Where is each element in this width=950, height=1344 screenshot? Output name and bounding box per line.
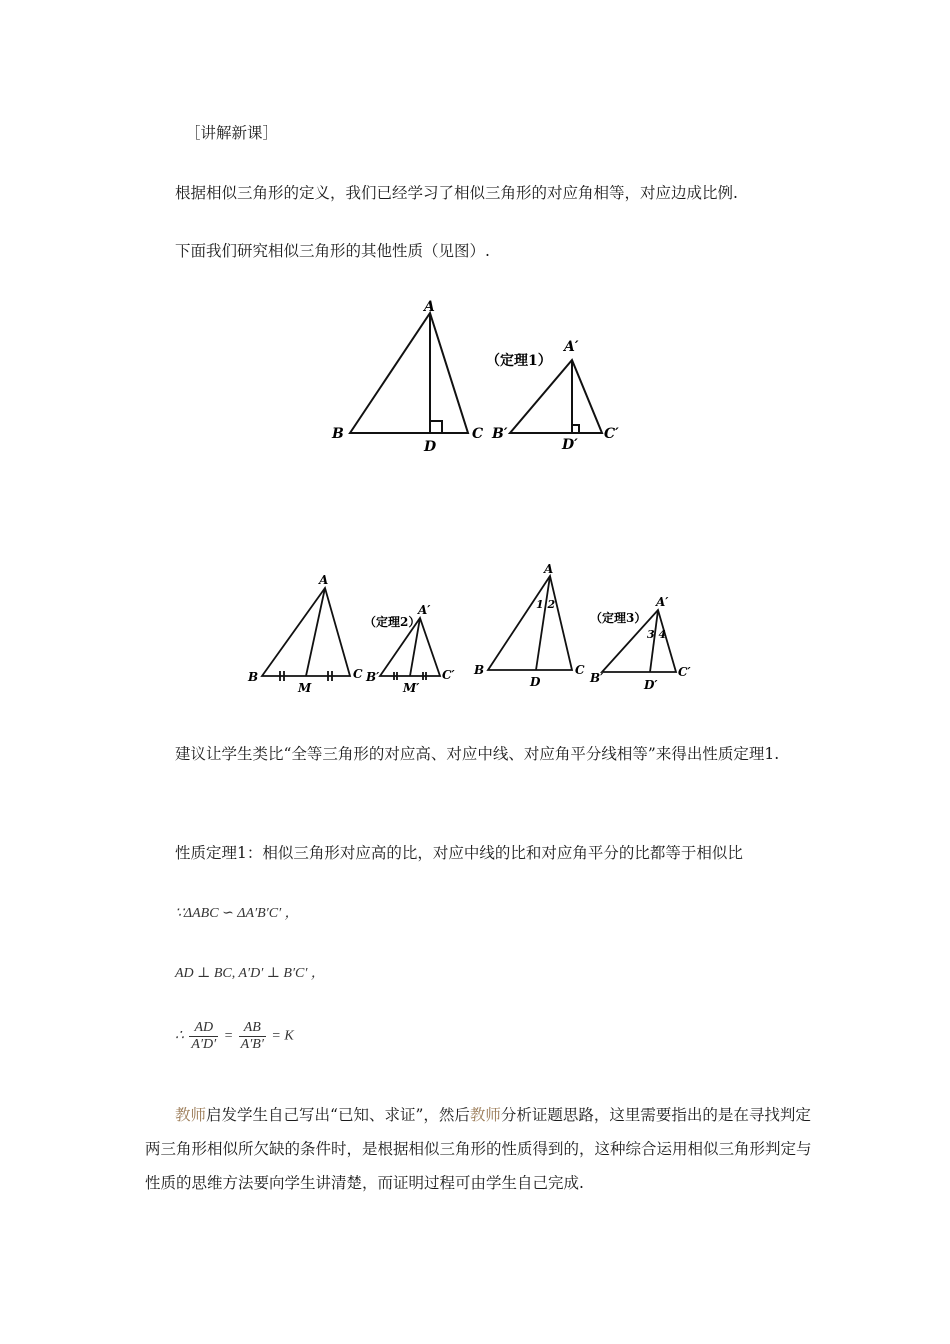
equals-sign: =: [223, 1028, 234, 1044]
label-a-prime-3: A′: [656, 595, 669, 609]
label-a: A: [424, 299, 435, 315]
label-c-prime-3: C′: [678, 665, 691, 679]
math-perpendicular: AD ⊥ BC, A′D′ ⊥ B′C′ ，: [175, 966, 325, 981]
label-angles-1-2: 1 2: [536, 598, 556, 611]
label-m: M: [298, 681, 312, 695]
label-c-prime: C′: [604, 426, 619, 442]
teacher-word: 教师: [175, 1106, 207, 1124]
figure-theorem-1: [320, 295, 630, 460]
math-similar: ∵ΔABC ∽ ΔA′B′C′ ，: [175, 906, 299, 921]
paragraph-teacher: 教师启发学生自己写出“已知、求证”，然后教师分析证题思路，这里需要指出的是在寻找判定两三角形相似所欠缺的条件时，是根据相似三角形的性质得到的，这种综合运用相似三角形判定与性质的思维方法要向学生讲清楚，而证明过程可由学生自己完成.: [145, 1106, 812, 1192]
therefore-symbol: ∴: [175, 1028, 184, 1044]
caption-theorem-2: （定理2）: [364, 615, 421, 629]
fraction-ad: $\frac{AD}{A'D'}$: [191, 1020, 217, 1052]
caption-theorem-1: （定理1）: [486, 353, 552, 369]
caption-theorem-3: （定理3）: [590, 611, 647, 625]
label-a-prime: A′: [564, 339, 579, 355]
label-b: B: [332, 426, 344, 442]
label-a-prime-2: A′: [418, 603, 431, 617]
ratio-k: = K: [271, 1028, 294, 1044]
figure-theorems-2-3: [240, 558, 720, 698]
label-c: C: [472, 426, 484, 442]
label-a-2: A: [319, 573, 329, 587]
label-c-2: C: [353, 667, 363, 681]
label-b-3: B: [474, 663, 485, 677]
label-d: D: [424, 439, 437, 455]
label-b-prime: B′: [492, 426, 508, 442]
label-c-3: C: [575, 663, 585, 677]
paragraph-suggestion: 建议让学生类比“全等三角形的对应高、对应中线、对应角平分线相等”来得出性质定理1.: [175, 745, 780, 763]
label-d-prime: D′: [562, 437, 578, 453]
math-ratio: [175, 1020, 294, 1053]
label-angles-3-4: 3 4: [647, 628, 667, 641]
label-b-prime-3: B′: [590, 671, 604, 685]
label-a-3: A: [544, 562, 554, 576]
label-m-prime: M′: [403, 681, 420, 695]
section-tag: ［讲解新课］: [185, 124, 279, 142]
paragraph-theorem-1: 性质定理1：相似三角形对应高的比，对应中线的比和对应角平分的比都等于相似比: [175, 844, 743, 862]
label-b-prime-2: B′: [366, 670, 380, 684]
label-c-prime-2: C′: [442, 668, 455, 682]
label-d-prime-3: D′: [644, 678, 658, 692]
paragraph-definition: 根据相似三角形的定义，我们已经学习了相似三角形的对应角相等，对应边成比例.: [175, 184, 738, 202]
paragraph-intro: 下面我们研究相似三角形的其他性质（见图）.: [175, 242, 490, 260]
fraction-ab: $\frac{AB}{A'B'}$: [240, 1020, 264, 1052]
label-d-3: D: [530, 675, 541, 689]
teacher-word: 教师: [469, 1106, 501, 1124]
label-b-2: B: [248, 670, 259, 684]
